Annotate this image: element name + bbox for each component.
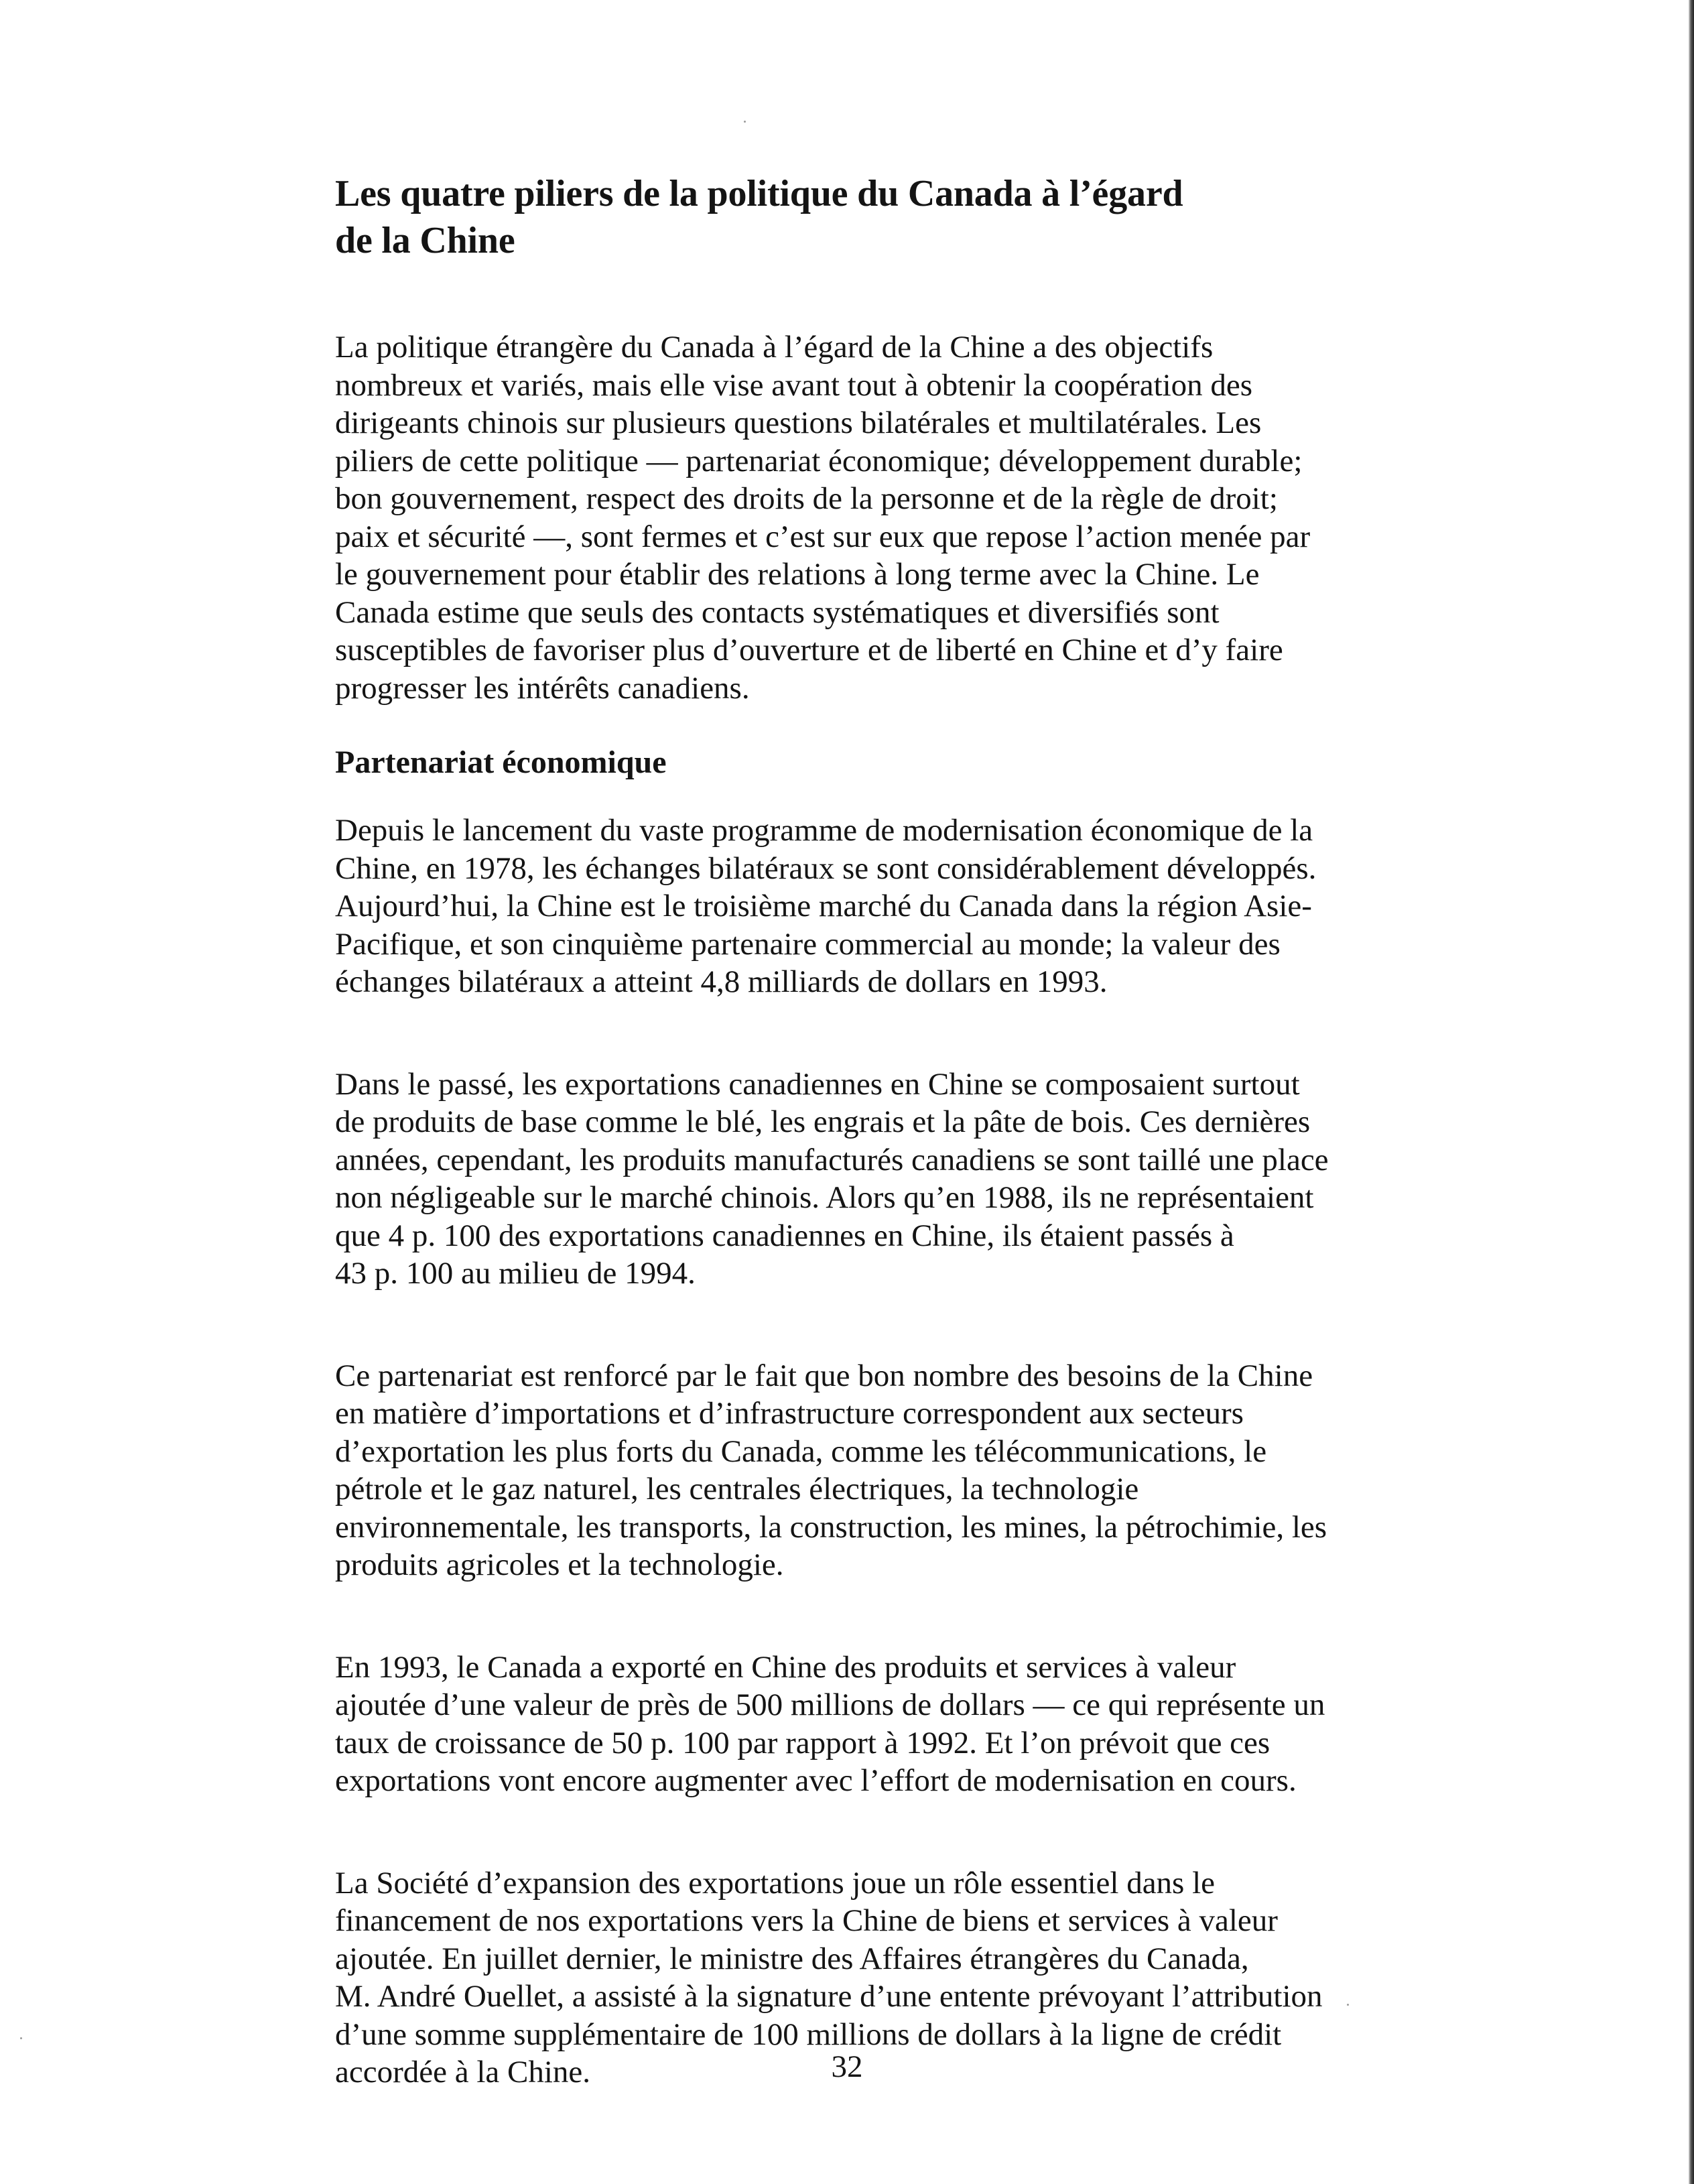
title-line: de la Chine bbox=[335, 220, 515, 261]
text-line: Depuis le lancement du vaste programme de modernisation économique de la bbox=[335, 813, 1313, 848]
scan-speck bbox=[20, 2037, 22, 2039]
text-line: La politique étrangère du Canada à l’égard de la Chine a des objectifs bbox=[335, 330, 1214, 365]
text-line: d’une somme supplémentaire de 100 millions de dollars à la ligne de crédit bbox=[335, 2016, 1282, 2052]
text-line: non négligeable sur le marché chinois. Alors qu’en 1988, ils ne représentaient bbox=[335, 1180, 1314, 1215]
text-line: paix et sécurité —, sont fermes et c’est sur eux que repose l’action menée par bbox=[335, 519, 1311, 554]
text-line: taux de croissance de 50 p. 100 par rapport à 1992. Et l’on prévoit que ces bbox=[335, 1725, 1270, 1760]
text-line: 43 p. 100 au milieu de 1994. bbox=[335, 1256, 696, 1291]
text-line: Dans le passé, les exportations canadiennes en Chine se composaient surtout bbox=[335, 1066, 1300, 1102]
text-line: Ce partenariat est renforcé par le fait que bon nombre des besoins de la Chine bbox=[335, 1358, 1313, 1393]
text-line: bon gouvernement, respect des droits de la personne et de la règle de droit; bbox=[335, 481, 1278, 516]
page-title bbox=[335, 170, 1474, 264]
text-line: ajoutée. En juillet dernier, le ministre des Affaires étrangères du Canada, bbox=[335, 1941, 1249, 1976]
text-line: Aujourd’hui, la Chine est le troisième marché du Canada dans la région Asie- bbox=[335, 889, 1312, 923]
intro-paragraph bbox=[335, 328, 1474, 707]
text-line: Chine, en 1978, les échanges bilatéraux se sont considérablement développés. bbox=[335, 850, 1317, 886]
body-paragraph bbox=[335, 1357, 1474, 1584]
scan-speck bbox=[744, 121, 746, 123]
text-line: accordée à la Chine. bbox=[335, 2055, 591, 2090]
text-line: environnementale, les transports, la construction, les mines, la pétrochimie, les bbox=[335, 1509, 1327, 1545]
text-line: années, cependant, les produits manufacturés canadiens se sont taillé une place bbox=[335, 1142, 1329, 1177]
text-line: financement de nos exportations vers la Chine de biens et services à valeur bbox=[335, 1903, 1278, 1938]
text-line: progresser les intérêts canadiens. bbox=[335, 670, 750, 706]
text-line: le gouvernement pour établir des relations à long terme avec la Chine. Le bbox=[335, 557, 1260, 592]
text-line: que 4 p. 100 des exportations canadiennes en Chine, ils étaient passés à bbox=[335, 1218, 1234, 1253]
text-line: échanges bilatéraux a atteint 4,8 milliards de dollars en 1993. bbox=[335, 964, 1108, 999]
text-line: En 1993, le Canada a exporté en Chine des produits et services à valeur bbox=[335, 1649, 1236, 1685]
page-content bbox=[335, 170, 1474, 2092]
title-line: Les quatre piliers de la politique du Canada à l’égard bbox=[335, 173, 1183, 214]
body-paragraph bbox=[335, 1066, 1474, 1293]
section-heading: Partenariat économique bbox=[335, 745, 667, 780]
text-line: Pacifique, et son cinquième partenaire commercial au monde; la valeur des bbox=[335, 926, 1281, 962]
body-paragraph bbox=[335, 1649, 1474, 1800]
text-line: M. André Ouellet, a assisté à la signature d’une entente prévoyant l’attribution bbox=[335, 1979, 1323, 2014]
text-line: produits agricoles et la technologie. bbox=[335, 1547, 784, 1582]
text-line: d’exportation les plus forts du Canada, comme les télécommunications, le bbox=[335, 1433, 1267, 1469]
body-paragraph bbox=[335, 812, 1474, 1001]
scan-edge-shadow bbox=[1689, 0, 1694, 2184]
text-line: dirigeants chinois sur plusieurs questions bilatérales et multilatérales. Les bbox=[335, 405, 1262, 440]
text-line: pétrole et le gaz naturel, les centrales électriques, la technologie bbox=[335, 1472, 1139, 1506]
text-line: en matière d’importations et d’infrastructure correspondent aux secteurs bbox=[335, 1396, 1244, 1431]
page-number: 32 bbox=[831, 2049, 863, 2084]
text-line: La Société d’expansion des exportations joue un rôle essentiel dans le bbox=[335, 1865, 1216, 1901]
text-line: Canada estime que seuls des contacts systématiques et diversifiés sont bbox=[335, 594, 1220, 630]
text-line: exportations vont encore augmenter avec l’effort de modernisation en cours. bbox=[335, 1763, 1297, 1798]
text-line: susceptibles de favoriser plus d’ouverture et de liberté en Chine et d’y faire bbox=[335, 633, 1283, 667]
text-line: piliers de cette politique — partenariat économique; développement durable; bbox=[335, 443, 1303, 478]
text-line: nombreux et variés, mais elle vise avant tout à obtenir la coopération des bbox=[335, 367, 1253, 403]
text-line: ajoutée d’une valeur de près de 500 millions de dollars — ce qui représente un bbox=[335, 1687, 1325, 1722]
text-line: de produits de base comme le blé, les engrais et la pâte de bois. Ces dernières bbox=[335, 1104, 1311, 1139]
